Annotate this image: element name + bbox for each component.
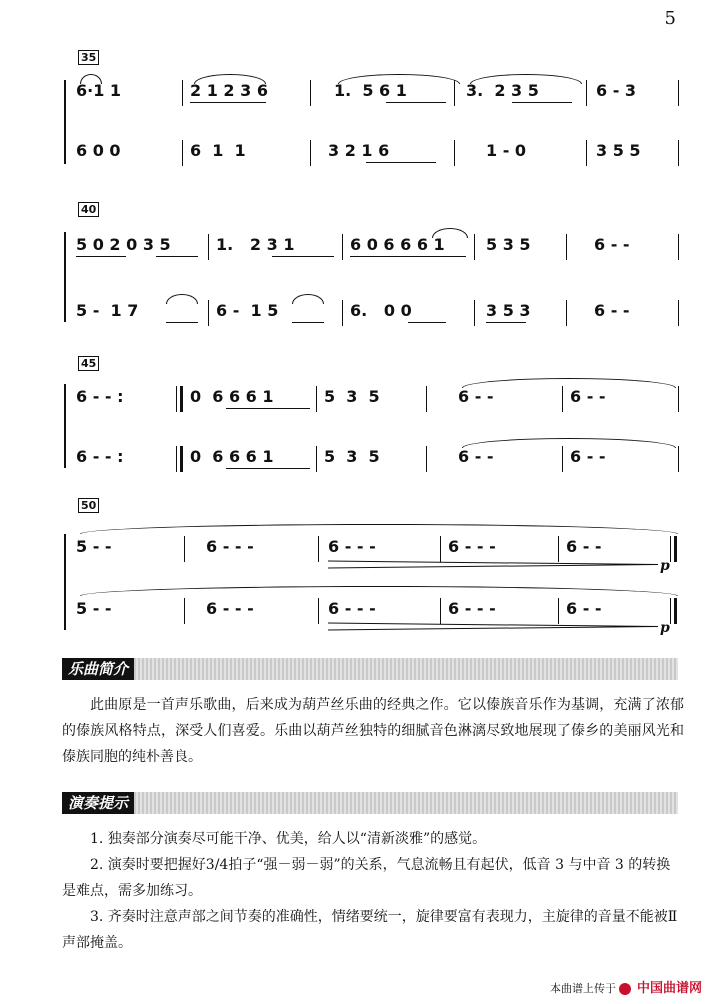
upper-voice-row — [66, 80, 681, 110]
final-barline — [670, 536, 677, 562]
final-barline — [670, 598, 677, 624]
measure-notes: 6 - - - — [206, 537, 254, 556]
measure-notes: 6 - - — [570, 387, 606, 406]
barline — [440, 536, 441, 562]
beam-underline — [166, 322, 198, 323]
hairpin — [328, 623, 658, 627]
beam-underline — [408, 322, 446, 323]
measure-notes: 5 - - — [76, 537, 112, 556]
barline — [184, 536, 185, 562]
barline — [310, 80, 311, 106]
barline — [426, 386, 427, 412]
slur — [292, 294, 324, 304]
repeat-barline — [176, 386, 183, 412]
barline — [566, 300, 567, 326]
barline — [474, 300, 475, 326]
beam-underline — [272, 256, 334, 257]
measure-notes: 0 6 6 6 1 — [190, 387, 274, 406]
barline — [440, 598, 441, 624]
tips-heading-bar — [62, 792, 678, 814]
intro-paragraph: 此曲原是一首声乐歌曲，后来成为葫芦丝乐曲的经典之作。它以傣族音乐作为基调，充满了浓郁的傣族风格特点，深受人们喜爱。乐曲以葫芦丝独特的细腻音色淋漓尽致地展现了傣乡的美丽风光和傣族同胞的纯朴善良。 — [62, 697, 684, 765]
barline — [426, 446, 427, 472]
measure-notes: 5 3 5 — [324, 447, 380, 466]
measure-notes: 6 - - - — [448, 599, 496, 618]
barline — [208, 234, 209, 260]
tie — [80, 586, 678, 596]
measure-notes: 6 0 0 — [76, 141, 121, 160]
measure-notes: 1 - 0 — [486, 141, 527, 160]
lower-voice-row — [66, 446, 681, 476]
measure-notes: 1. 2 3 1 — [216, 235, 295, 254]
measure-notes: 6 - - - — [206, 599, 254, 618]
measure-notes: 6·1 1 — [76, 81, 122, 100]
barline — [678, 386, 679, 412]
measure-notes: 6 - 3 — [596, 81, 637, 100]
beam-underline — [350, 256, 466, 257]
measure-notes: 6 - - — [594, 235, 630, 254]
barline — [208, 300, 209, 326]
footer — [550, 977, 702, 996]
measure-notes: 6 - - : — [76, 387, 124, 406]
measure-notes: 3 5 3 — [486, 301, 531, 320]
measure-notes: 3 5 5 — [596, 141, 641, 160]
measure-notes: 5 3 5 — [324, 387, 380, 406]
slur — [166, 294, 198, 304]
measure-notes: 2 1 2 3 6 — [190, 81, 268, 100]
beam-underline — [292, 322, 324, 323]
beam-underline — [386, 102, 446, 103]
barline — [182, 80, 183, 106]
slur — [194, 74, 266, 84]
barline — [318, 536, 319, 562]
tip-item-3: 3. 齐奏时注意声部之间节奏的准确性，情绪要统一，旋律要富有表现力，主旋律的音量不能被Ⅱ声部掩盖。 — [62, 909, 678, 951]
measure-notes: 5 3 5 — [486, 235, 531, 254]
measure-number: 45 — [78, 356, 99, 371]
barline — [678, 80, 679, 106]
measure-number: 40 — [78, 202, 99, 217]
barline — [678, 446, 679, 472]
beam-underline — [486, 322, 526, 323]
tips-heading: 演奏提示 — [62, 792, 134, 814]
measure-notes: 3. 2 3 5 — [466, 81, 539, 100]
slur — [470, 74, 582, 84]
beam-underline — [190, 102, 266, 103]
barline — [566, 234, 567, 260]
slur — [432, 228, 468, 238]
barline — [454, 140, 455, 166]
measure-notes: 5 0 2 0 3 5 — [76, 235, 171, 254]
measure-notes: 6 - - — [458, 387, 494, 406]
footer-text: 本曲谱上传于 — [549, 982, 616, 995]
measure-notes: 6 - - - — [328, 599, 376, 618]
lower-voice-row — [66, 598, 681, 636]
barline — [586, 140, 587, 166]
hairpin — [328, 626, 658, 630]
measure-notes: 6 - - - — [448, 537, 496, 556]
site-logo[interactable]: 中国曲谱网 — [636, 981, 702, 996]
measure-notes: 6 1 1 — [190, 141, 246, 160]
measure-notes: 5 - 1 7 — [76, 301, 139, 320]
measure-notes: 3 2 1 6 — [328, 141, 390, 160]
slur — [338, 74, 460, 84]
intro-heading-bar — [62, 658, 678, 680]
measure-notes: 0 6 6 6 1 — [190, 447, 274, 466]
barline — [678, 140, 679, 166]
page-number: 5 — [664, 8, 676, 29]
measure-notes: 6 0 6 6 6 1 — [350, 235, 445, 254]
barline — [474, 234, 475, 260]
dynamic-mark: p — [660, 558, 670, 574]
tip-item-2: 2. 演奏时要把握好3/4拍子“强－弱－弱”的关系，气息流畅且有起伏，低音 3 与中音 3 的转换是难点，需多加练习。 — [62, 857, 671, 899]
barline — [678, 300, 679, 326]
hairpin — [328, 564, 658, 568]
measure-notes: 6 - - — [594, 301, 630, 320]
barline — [318, 598, 319, 624]
upper-voice-row — [66, 234, 681, 264]
tie — [80, 524, 678, 534]
barline — [310, 140, 311, 166]
beam-underline — [512, 102, 572, 103]
barline — [316, 446, 317, 472]
barline — [678, 234, 679, 260]
measure-notes: 1. 5 6 1 — [334, 81, 407, 100]
barline — [184, 598, 185, 624]
measure-notes: 6 - - — [566, 537, 602, 556]
slur — [80, 74, 102, 84]
measure-notes: 6 - - — [566, 599, 602, 618]
barline — [562, 446, 563, 472]
barline — [182, 140, 183, 166]
lower-voice-row — [66, 140, 681, 170]
measure-notes: 6 - - — [458, 447, 494, 466]
beam-underline — [76, 256, 126, 257]
tie — [462, 378, 676, 388]
tie — [462, 438, 676, 448]
measure-notes: 6 - 1 5 — [216, 301, 279, 320]
measure-number: 50 — [78, 498, 99, 513]
barline — [342, 234, 343, 260]
barline — [558, 598, 559, 624]
lower-voice-row — [66, 300, 681, 330]
beam-underline — [226, 408, 310, 409]
barline — [558, 536, 559, 562]
beam-underline — [366, 162, 436, 163]
beam-underline — [226, 468, 310, 469]
measure-notes: 6 - - — [570, 447, 606, 466]
measure-notes: 6 - - : — [76, 447, 124, 466]
barline — [316, 386, 317, 412]
upper-voice-row — [66, 536, 681, 574]
tip-item-1: 1. 独奏部分演奏尽可能干净、优美，给人以“清新淡雅”的感觉。 — [90, 831, 487, 847]
beam-underline — [156, 256, 198, 257]
measure-number: 35 — [78, 50, 99, 65]
hairpin — [328, 561, 658, 565]
barline — [562, 386, 563, 412]
dynamic-mark: p — [660, 620, 670, 636]
repeat-barline — [176, 446, 183, 472]
measure-notes: 6. 0 0 — [350, 301, 412, 320]
measure-notes: 5 - - — [76, 599, 112, 618]
upper-voice-row — [66, 386, 681, 416]
measure-notes: 6 - - - — [328, 537, 376, 556]
site-logo-icon — [619, 983, 631, 995]
barline — [586, 80, 587, 106]
intro-heading: 乐曲简介 — [62, 658, 134, 680]
barline — [342, 300, 343, 326]
